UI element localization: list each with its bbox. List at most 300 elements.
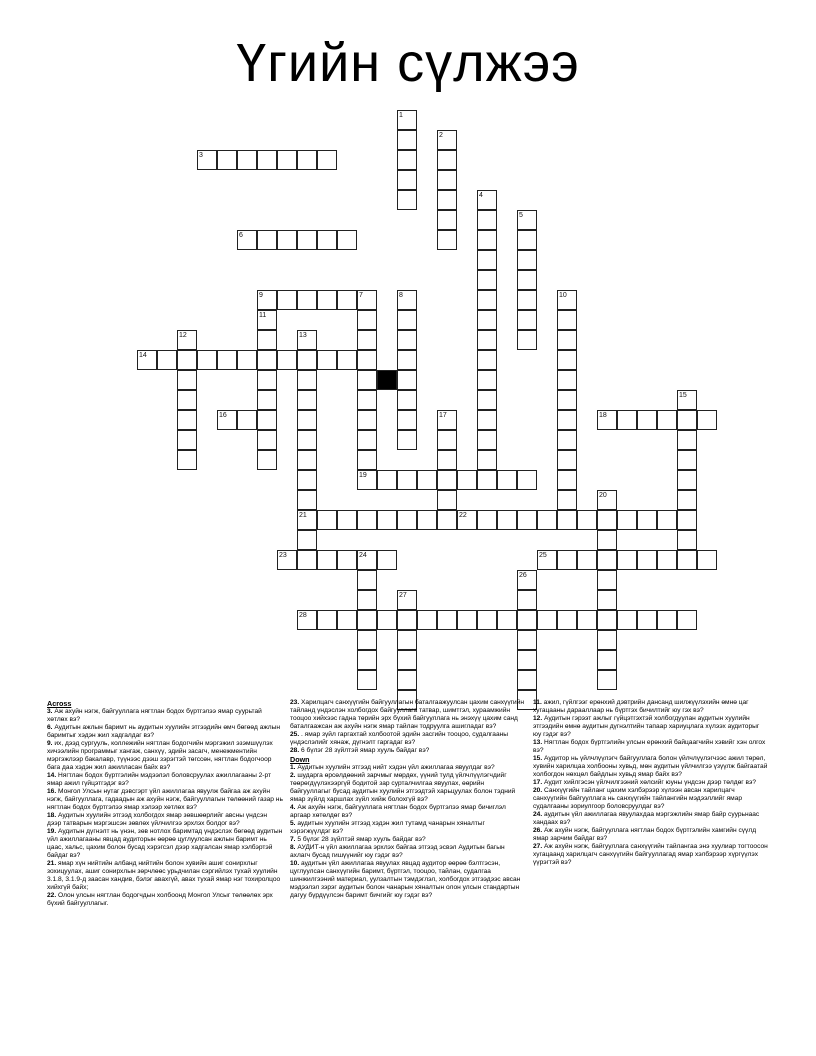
grid-cell[interactable] [197,350,217,370]
grid-cell[interactable] [497,470,517,490]
clue-item-number: 5. [290,820,296,827]
grid-cell[interactable] [397,390,417,410]
grid-cell[interactable] [317,150,337,170]
grid-cell[interactable] [377,550,397,570]
grid-cell[interactable] [477,370,497,390]
clue-item [47,740,283,772]
grid-cell[interactable] [657,550,677,570]
clue-item [533,699,769,715]
grid-cell[interactable] [557,470,577,490]
clue-item-text: Нягтлан бодох бүртгэлийн мэдээлэл боловсруулах ажиллагааны 2-рт ямар ажил гүйцэтгэдэг вэ? [47,772,272,787]
clue-item [533,843,769,867]
clue-item-text: Аж ахуйн нэгж, байгууллага нягтлан бодох бүртгэлээ ямар бичиглэл аргаар хөтөлдөг вэ? [290,804,506,819]
grid-cell[interactable] [237,410,257,430]
clue-number: 11 [259,312,267,319]
clue-item-text: Аудитын гэрээт ажлыг гүйцэтгэхтэй холбогдуулан аудитын хуулийн этгээдийн өмнө аудитын дүгнэлтийн тапаар хариуцлага хүлээх аудиторыг юу гэдэг вэ? [533,715,760,738]
grid-cell[interactable] [477,470,497,490]
grid-cell[interactable] [357,390,377,410]
grid-cell[interactable] [697,550,717,570]
grid-cell[interactable] [297,450,317,470]
grid-cell[interactable] [297,370,317,390]
grid-cell[interactable] [477,270,497,290]
grid-cell[interactable] [437,470,457,490]
grid-cell[interactable] [357,430,377,450]
clue-number: 1 [399,112,403,119]
clue-item-number: 16. [47,788,57,795]
grid-cell[interactable] [377,610,397,630]
clue-number: 10 [559,292,567,299]
clues-column-1 [47,699,283,908]
grid-cell[interactable] [597,650,617,670]
grid-cell[interactable] [357,570,377,590]
grid-cell[interactable] [377,510,397,530]
grid-cell[interactable] [257,150,277,170]
grid-cell[interactable] [357,670,377,690]
clue-item-text: Аж ахуйн нэгж, байгууллага нягтлан бодох бүртгэлээ ямар суурьтай хөтлөх вэ? [47,708,262,723]
grid-cell[interactable] [357,450,377,470]
grid-cell[interactable] [597,630,617,650]
grid-cell[interactable] [517,290,537,310]
grid-cell[interactable] [517,650,537,670]
clue-item [533,755,769,779]
grid-cell[interactable] [517,510,537,530]
grid-cell[interactable] [597,670,617,690]
grid-cell[interactable] [237,150,257,170]
grid-cell[interactable] [637,410,657,430]
grid-cell[interactable] [437,190,457,210]
grid-cell[interactable] [417,470,437,490]
grid-cell[interactable] [357,410,377,430]
grid-cell[interactable] [257,370,277,390]
page-title: Үгийн сүлжээ [236,33,580,93]
clue-item [47,724,283,740]
grid-cell[interactable] [297,550,317,570]
grid-cell[interactable] [517,630,537,650]
grid-cell[interactable] [357,590,377,610]
grid-cell[interactable] [437,610,457,630]
grid-cell[interactable] [497,610,517,630]
grid-cell[interactable] [657,410,677,430]
clue-item-text: АУДИТ-н үйл ажиллагаа эрхлэх байгаа этгээд эсвэл Аудитын багын ахлагч бусад гишүүнийг юу гэдэг вэ? [290,844,505,859]
clue-number: 17 [439,412,447,419]
clue-number: 26 [519,572,527,579]
black-cell [377,370,397,390]
grid-cell[interactable] [557,550,577,570]
grid-cell[interactable] [517,330,537,350]
grid-cell[interactable] [597,530,617,550]
grid-cell[interactable] [557,370,577,390]
grid-cell[interactable] [477,510,497,530]
clue-number: 23 [279,552,287,559]
clue-item-number: 8. [290,844,296,851]
clue-item [533,739,769,755]
clue-item-text: Аудитын дүгнэлт нь үнэн, зөв нотлох баримтад үндэслэх бөгөөд аудитын үйл ажиллагааны явцад аудиторын өөрөө цуглуулсан ажлын баримт нь цаас, хальс, цахим болон бусад хэрэгсэл дээр хадгалсан ямар хэлбэртэй байдаг вэ? [47,828,283,859]
grid-cell[interactable] [397,650,417,670]
clue-number: 4 [479,192,483,199]
clue-item-number: 10. [290,860,300,867]
grid-cell[interactable] [437,430,457,450]
clue-item-number: 17. [533,779,543,786]
grid-cell[interactable] [397,610,417,630]
grid-cell[interactable] [557,310,577,330]
grid-cell[interactable] [257,430,277,450]
grid-cell[interactable] [477,410,497,430]
clue-item [47,860,283,892]
grid-cell[interactable] [537,510,557,530]
clue-item-number: 24. [533,811,543,818]
grid-cell[interactable] [617,550,637,570]
grid-cell[interactable] [357,370,377,390]
grid-cell[interactable] [397,430,417,450]
grid-cell[interactable] [617,610,637,630]
grid-cell[interactable] [577,550,597,570]
clue-number: 28 [299,612,307,619]
clue-number: 21 [299,512,307,519]
grid-cell[interactable] [357,510,377,530]
grid-cell[interactable] [437,510,457,530]
grid-cell[interactable] [557,330,577,350]
grid-cell[interactable] [397,350,417,370]
grid-cell[interactable] [477,450,497,470]
grid-cell[interactable] [397,130,417,150]
grid-cell[interactable] [297,290,317,310]
grid-cell[interactable] [217,150,237,170]
grid-cell[interactable] [177,350,197,370]
clue-item [47,772,283,788]
grid-cell[interactable] [337,610,357,630]
clue-number: 8 [399,292,403,299]
grid-cell[interactable] [657,510,677,530]
grid-cell[interactable] [477,350,497,370]
grid-cell[interactable] [497,510,517,530]
clue-item [47,708,283,724]
grid-cell[interactable] [397,670,417,690]
clue-item [290,860,526,900]
clues-column-2 [290,699,526,900]
clue-item-text: аудитын үйл ажиллагаа явуулахдаа мэргэжлийн ямар байр суурьнаас хандаах вэ? [533,811,760,826]
clue-item-number: 27. [533,843,543,850]
grid-cell[interactable] [657,610,677,630]
clue-number: 3 [199,152,203,159]
clue-item-number: 25. [290,731,300,738]
grid-cell[interactable] [697,410,717,430]
clue-item-number: 23. [290,699,300,706]
grid-cell[interactable] [297,470,317,490]
grid-cell[interactable] [277,230,297,250]
grid-cell[interactable] [677,470,697,490]
grid-cell[interactable] [357,630,377,650]
grid-cell[interactable] [317,230,337,250]
grid-cell[interactable] [557,390,577,410]
grid-cell[interactable] [177,450,197,470]
clue-item-number: 13. [533,739,543,746]
clue-item-number: 14. [47,772,57,779]
grid-cell[interactable] [317,350,337,370]
grid-cell[interactable] [397,330,417,350]
grid-cell[interactable] [437,170,457,190]
grid-cell[interactable] [597,570,617,590]
clue-item-text: Аж ахуйн нэгж, байгууллага нягтлан бодох бүртгэлийн хамгийн сүүлд ямар зарчим байдаг вэ? [533,827,757,842]
grid-cell[interactable] [477,250,497,270]
grid-cell[interactable] [477,230,497,250]
clue-item-text: их, дээд сургууль, коллежийн нягтлан бодогчийн мэргэжил эзэмшүүлэх хичээлийн программыг хангаж, санхүү, эдийн засагч, менежментийн мэргэжлээр бакалавр, түүнээс дээш зэрэгтэй төгссөн, нягтлан бодогчоор бага даа хэдэн жил ажилласан байх вэ? [47,740,273,771]
grid-cell[interactable] [557,490,577,510]
grid-cell[interactable] [257,230,277,250]
clue-number: 7 [359,292,363,299]
grid-cell[interactable] [397,410,417,430]
clue-number: 19 [359,472,367,479]
grid-cell[interactable] [317,550,337,570]
clue-item-number: 22. [47,892,57,899]
clue-item-number: 18. [47,812,57,819]
grid-cell[interactable] [257,330,277,350]
grid-cell[interactable] [677,510,697,530]
grid-cell[interactable] [557,610,577,630]
grid-cell[interactable] [337,550,357,570]
grid-cell[interactable] [177,410,197,430]
grid-cell[interactable] [637,510,657,530]
clue-item-number: 2. [290,772,296,779]
clue-item-text: ямар хүн нийтийн албанд нийтийн болон хувийн ашиг сонирхлыг зохицуулах, ашиг сонирхлын зөрчлөөс урьдчилан сэргийлэх тухай хуулийн 3.1.8, 3.1.9-д заасан хандив, бэлэг авахгүй, авах тухай ямар нэг тохиролцоо хийхгүй байх; [47,860,281,891]
grid-cell[interactable] [437,150,457,170]
grid-cell[interactable] [517,310,537,330]
grid-cell[interactable] [297,230,317,250]
clue-item-text: Аудит хийлгэсэн үйлчилгээний хөлсийг юуны үндсэн дээр төлдөг вэ? [544,779,757,786]
grid-cell[interactable] [297,490,317,510]
clue-item-text: Санхүүгийн тайланг цахим хэлбэрээр хүлээн авсан харилцагч санхүүгийн байгууллага нь санхүүгийн тайлангийн мэдээллийг ямар судалгааны зориулгоор боловсруулдаг вэ? [533,787,743,810]
clue-item [47,828,283,860]
clue-item [290,820,526,836]
clue-item-number: 3. [47,708,53,715]
grid-cell[interactable] [457,470,477,490]
grid-cell[interactable] [177,430,197,450]
clue-item-number: 15. [533,755,543,762]
grid-cell[interactable] [617,510,637,530]
clue-number: 24 [359,552,367,559]
grid-cell[interactable] [257,450,277,470]
grid-cell[interactable] [677,450,697,470]
clue-item-number: 28. [290,747,300,754]
clue-item [47,788,283,812]
clue-item-text: 6 бүлэг 28 зүйлтэй ямар хууль байдаг вэ? [301,747,430,754]
clue-item-number: 4. [290,804,296,811]
clue-item-text: ажил, гүйлгээг ерөнхий дэвтрийн дансанд шилжүүлэхийн өмнө цаг хугацааны дарааллаар нь бүртгэх бичилтийг юу гэх вэ? [533,699,749,714]
clue-item [290,844,526,860]
clue-item-number: 11. [533,699,542,706]
clue-item-text: Монгол Улсын нутаг дэвсгэрт үйл ажиллагаа явуулж байгаа аж ахуйн нэгж, байгууллага, гадаадын аж ахуйн нэгж, байгууллагын төлөөний газар нь нягтлан бодох бүртгэлээ ямар хэлээр хөтлөх вэ? [47,788,283,811]
grid-cell[interactable] [337,290,357,310]
grid-cell[interactable] [597,590,617,610]
clue-item-text: 5 бүлэг 28 зүйлтэй ямар хууль байдаг вэ? [297,836,426,843]
clue-item [47,892,283,908]
clue-number: 22 [459,512,467,519]
clues-heading: Across [47,699,72,708]
clue-item-text: Аудитор нь үйлчлүүлэгч байгууллага болон үйлчлүүлэгчээс ажил төрөл, хувийн харилцаа холбооны хувьд, мөн аудитын үйлчилгээ үзүүлж байгаатай холбогдон нөхцөл байдлын хувьд ямар байх вэ? [533,755,768,778]
clue-item-text: . ямар зүйл гаргахтай холбоотой эдийн засгийн тооцоо, судалгааны үндэслэлийг хянаж, дүгнэлт гаргадаг вэ? [290,731,509,746]
grid-cell[interactable] [577,510,597,530]
clue-item [533,715,769,739]
grid-cell[interactable] [517,270,537,290]
clue-item [47,812,283,828]
grid-cell[interactable] [297,430,317,450]
clue-item [290,731,526,747]
grid-cell[interactable] [397,510,417,530]
clue-item-text: Нягтлан бодох бүртгэлийн улсын ерөнхий байцаагчийн хэвийг хэн олгох вэ? [533,739,766,754]
grid-cell[interactable] [557,350,577,370]
grid-cell[interactable] [337,230,357,250]
grid-cell[interactable] [337,510,357,530]
grid-cell[interactable] [477,290,497,310]
grid-cell[interactable] [637,550,657,570]
clue-item-number: 1. [290,764,296,771]
grid-cell[interactable] [677,550,697,570]
grid-cell[interactable] [477,610,497,630]
grid-cell[interactable] [517,230,537,250]
grid-cell[interactable] [357,330,377,350]
clue-item-text: Аудитын ажлын баримт нь аудитын хуулийн этгээдийн өмч бөгөөд ажлын баримтыг хэдэн жил хадгалдаг вэ? [47,724,281,739]
clue-item-number: 19. [47,828,57,835]
clue-item [290,764,526,772]
grid-cell[interactable] [637,610,657,630]
grid-cell[interactable] [397,190,417,210]
grid-cell[interactable] [297,410,317,430]
clue-number: 12 [179,332,187,339]
grid-cell[interactable] [217,350,237,370]
clue-item-number: 7. [290,836,296,843]
clue-item-text: Харилцагч санхүүгийн байгууллагын баталгаажуулсан цахим санхүүгийн тайланд үндэслэн холбогдох байгууллага татвар, шимтгэл, хураамжийн тооцоо хийхээс гадна төрийн эрх бүхий байгууллага нь энэхүү цахим санд баталгаажсан аж ахуйн нэгж ямар тайлан тодруулга ашигладаг вэ? [290,699,525,730]
grid-cell[interactable] [597,550,617,570]
grid-cell[interactable] [477,390,497,410]
grid-cell[interactable] [297,350,317,370]
grid-cell[interactable] [437,490,457,510]
clue-item-number: 12. [533,715,543,722]
grid-cell[interactable] [157,350,177,370]
grid-cell[interactable] [677,530,697,550]
grid-cell[interactable] [517,250,537,270]
grid-cell[interactable] [597,510,617,530]
grid-cell[interactable] [177,370,197,390]
clue-item-number: 6. [47,724,53,731]
clue-item [290,699,526,731]
grid-cell[interactable] [677,430,697,450]
grid-cell[interactable] [357,610,377,630]
grid-cell[interactable] [337,350,357,370]
grid-cell[interactable] [477,430,497,450]
grid-cell[interactable] [437,230,457,250]
grid-cell[interactable] [557,450,577,470]
grid-cell[interactable] [477,210,497,230]
grid-cell[interactable] [257,350,277,370]
grid-cell[interactable] [457,610,477,630]
grid-cell[interactable] [397,630,417,650]
grid-cell[interactable] [277,350,297,370]
grid-cell[interactable] [357,650,377,670]
clue-item-number: 20. [533,787,543,794]
grid-cell[interactable] [677,610,697,630]
grid-cell[interactable] [397,170,417,190]
grid-cell[interactable] [537,610,557,630]
clue-item-text: Аж ахуйн нэгж, байгууллага санхүүгийн тайлангаа энэ хуулиар тогтоосон хугацаанд харилцагч санхүүгийн байгууллагад ямар хэлбэрээр хүргүүлэх үүрэгтэй вэ? [533,843,768,866]
clue-number: 16 [219,412,227,419]
clue-number: 14 [139,352,147,359]
grid-cell[interactable] [317,610,337,630]
grid-cell[interactable] [417,610,437,630]
clue-item-text: аудитын үйл ажиллагаа явуулах явцад аудитор өөрөө бэлтгэсэн, цуглуулсан санхүүгийн баримт, бүртгэл, тооцоо, тайлан, судалгаа шинжилгээний материал, уулзалтын тэмдэглэл, холбогдох этгээдээс авсан мэдээлэл зэрэг аудитын болон чанарын хяналтын олон улсын стандартын дагуу бүрдүүлсэн баримт бичгийг юу гэдэг вэ? [290,860,521,899]
grid-cell[interactable] [277,290,297,310]
grid-cell[interactable] [377,470,397,490]
grid-cell[interactable] [477,330,497,350]
clue-number: 13 [299,332,307,339]
clue-item [290,804,526,820]
clue-item-number: 9. [47,740,53,747]
grid-cell[interactable] [257,410,277,430]
grid-cell[interactable] [417,510,437,530]
grid-cell[interactable] [257,390,277,410]
clue-number: 25 [539,552,547,559]
grid-cell[interactable] [397,150,417,170]
grid-cell[interactable] [557,430,577,450]
grid-cell[interactable] [517,590,537,610]
grid-cell[interactable] [277,150,297,170]
grid-cell[interactable] [437,210,457,230]
grid-cell[interactable] [557,510,577,530]
grid-cell[interactable] [517,470,537,490]
grid-cell[interactable] [437,450,457,470]
clue-number: 20 [599,492,607,499]
grid-cell[interactable] [557,410,577,430]
grid-cell[interactable] [317,290,337,310]
clue-item [533,811,769,827]
grid-cell[interactable] [517,670,537,690]
clue-number: 2 [439,132,443,139]
grid-cell[interactable] [357,310,377,330]
grid-cell[interactable] [397,370,417,390]
clue-item [533,827,769,843]
grid-cell[interactable] [477,310,497,330]
grid-cell[interactable] [297,150,317,170]
grid-cell[interactable] [397,310,417,330]
clue-item-text: Аудитын хуулийн этгээд холбогдох ямар зөвшөөрлийг авсны үндсэн дээр татварын мэргэшсэн зөвлөх үйлчилгээ эрхлэх болдог вэ? [47,812,267,827]
clue-item [290,836,526,844]
grid-cell[interactable] [357,350,377,370]
grid-cell[interactable] [677,410,697,430]
clue-item-number: 26. [533,827,543,834]
grid-cell[interactable] [317,510,337,530]
clue-item-text: аудитын хуулийн этгээд хэдэн жил тутамд чанарын хяналтыг хэрэгжүүлдэг вэ? [290,820,485,835]
grid-cell[interactable] [597,610,617,630]
clue-number: 15 [679,392,687,399]
grid-cell[interactable] [677,490,697,510]
grid-cell[interactable] [577,610,597,630]
grid-cell[interactable] [297,530,317,550]
clue-item-text: шударга өрсөлдөөний зарчмыг мөрдөх, үүний тулд үйлчлүүлэгчдийг төөрөгдүүлэхээргүй бодитой зар сурталчилгаа явуулах, өөрийн байгууллагыг бусад аудитын хуулийн этгээдтэй харьцуулах болон тэдний ямар зүйлд харшлах зүйл хийж болохгүй вэ? [290,772,516,803]
grid-cell[interactable] [397,470,417,490]
clue-number: 9 [259,292,263,299]
clue-item-text: Аудитын хуулийн этгээд нийт хэдэн үйл ажиллагаа явуулдаг вэ? [297,764,495,771]
grid-cell[interactable] [237,350,257,370]
grid-cell[interactable] [617,410,637,430]
clue-item [533,787,769,811]
grid-cell[interactable] [177,390,197,410]
clues-heading: Down [290,755,310,764]
clue-number: 6 [239,232,243,239]
grid-cell[interactable] [297,390,317,410]
clue-item-number: 21. [47,860,57,867]
clue-number: 27 [399,592,407,599]
clue-item [290,747,526,755]
clue-item-text: Олон улсын нягтлан бодогчдын холбоонд Монгол Улсыг төлөөлөх эрх бүхий байгууллагыг. [47,892,273,907]
grid-cell[interactable] [517,610,537,630]
